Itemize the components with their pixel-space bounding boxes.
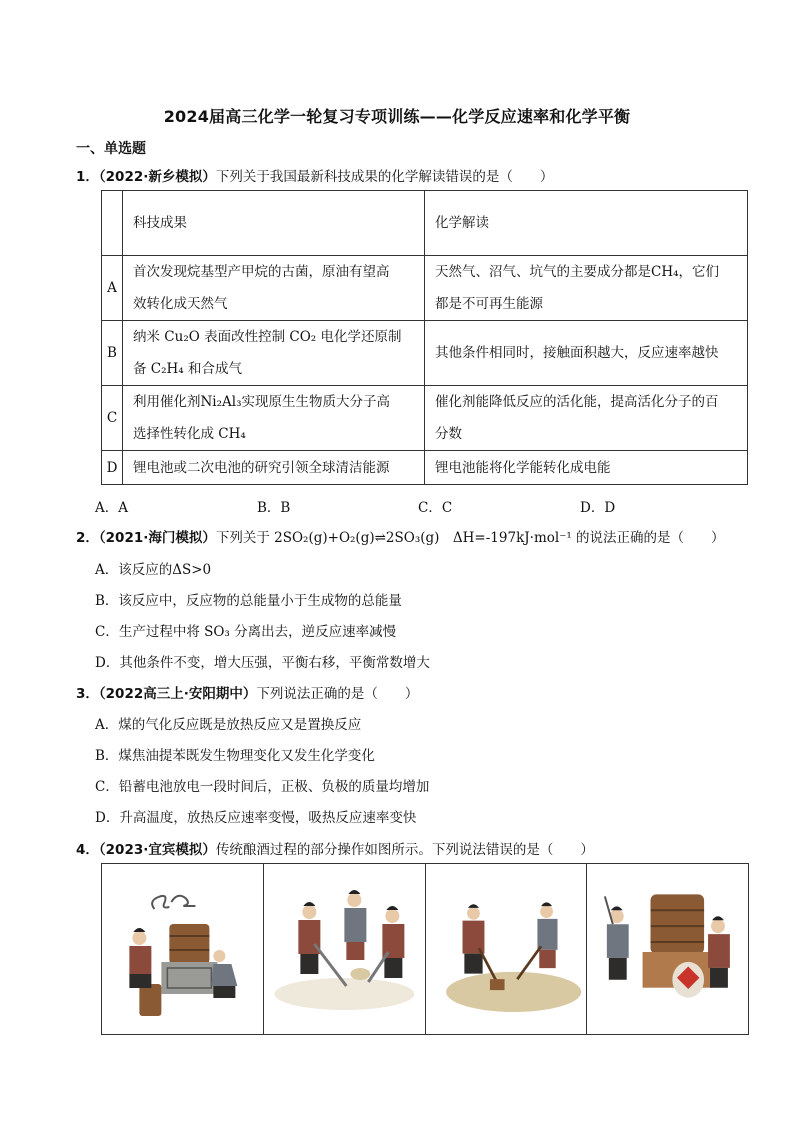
option-d[interactable]: D．其他条件不变，增大压强，平衡右移，平衡常数增大: [95, 655, 430, 671]
option-b[interactable]: B．煤焦油提苯既发生物理变化又发生化学变化: [95, 748, 375, 764]
row-letter: A: [102, 256, 123, 321]
cell-text: 都是不可再生能源: [435, 296, 543, 312]
question-source: （2021·海门模拟）: [98, 530, 216, 546]
table-row: [102, 321, 748, 386]
achievement-cell: [123, 451, 425, 485]
cell-text: 利用催化剂Ni₂Al₃实现原生生物质大分子高: [133, 394, 391, 410]
option-d[interactable]: D．升高温度，放热反应速率变慢，吸热反应速率变快: [95, 810, 417, 826]
achievement-cell: [123, 256, 425, 321]
question-1-stem: [76, 165, 553, 185]
achievement-cell: [123, 321, 425, 386]
table-row: [102, 386, 748, 451]
row-letter: C: [102, 386, 123, 451]
interpretation-cell: [425, 256, 748, 321]
table-cell: [102, 191, 123, 256]
option-d[interactable]: D．D: [580, 500, 616, 516]
interpretation-cell: [425, 321, 748, 386]
achievement-cell: [123, 386, 425, 451]
table-header-interpretation: 化学解读: [425, 191, 748, 256]
question-4-stem: [76, 838, 594, 858]
cell-text: 催化剂能降低反应的活化能，提高活化分子的百: [435, 394, 719, 410]
cell-text: 其他条件相同时，接触面积越大，反应速率越快: [435, 345, 719, 361]
option-c[interactable]: C．C: [418, 500, 453, 516]
option-a[interactable]: A．该反应的ΔS>0: [95, 562, 212, 578]
cell-text: 备 C₂H₄ 和合成气: [133, 361, 243, 377]
cell-text: 锂电池或二次电池的研究引领全球清洁能源: [133, 459, 390, 476]
question-source: （2022高三上·安阳期中）: [98, 686, 257, 702]
mixing-illustration: [426, 864, 588, 1034]
steaming-grain-image: [102, 864, 263, 1034]
steaming-illustration: [102, 864, 264, 1034]
question-2-stem: [76, 526, 725, 546]
option-c[interactable]: C．生产过程中将 SO₃ 分离出去，逆反应速率减慢: [95, 624, 397, 640]
question-3-stem: [76, 682, 418, 702]
cell-text: 纳米 Cu₂O 表面改性控制 CO₂ 电化学还原制: [133, 329, 402, 345]
cell-text: 首次发现烷基型产甲烷的古菌，原油有望高: [133, 264, 390, 280]
cell-text: 效转化成天然气: [133, 296, 228, 312]
distilling-illustration: [587, 864, 748, 1034]
option-b[interactable]: B．B: [257, 500, 291, 516]
document-title: 2024届高三化学一轮复习专项训练——化学反应速率和化学平衡: [163, 107, 631, 126]
question-text: 下列关于 2SO₂(g)+O₂(g)⇌2SO₃(g) ΔH=-197kJ·mol⁻¹ 的说法正确的是（ ）: [215, 530, 725, 546]
question-text: 下列说法正确的是（ ）: [256, 686, 419, 702]
interpretation-cell: [425, 386, 748, 451]
question-number: 3．: [76, 686, 99, 702]
distilling-wine-image: [587, 864, 748, 1034]
spreading-grain-image: [264, 864, 425, 1034]
option-b[interactable]: B．该反应中，反应物的总能量小于生成物的总能量: [95, 593, 402, 609]
table-row: [102, 256, 748, 321]
row-letter: B: [102, 321, 123, 386]
option-a[interactable]: A．煤的气化反应既是放热反应又是置换反应: [95, 717, 362, 733]
mixing-yeast-image: [426, 864, 587, 1034]
table-header-achievement: 科技成果: [123, 191, 425, 256]
question-number: 2．: [76, 530, 99, 546]
question-number: 4．: [76, 842, 99, 858]
question-number: 1．: [76, 169, 99, 185]
option-a[interactable]: A．A: [95, 500, 128, 516]
question-text: 下列关于我国最新科技成果的化学解读错误的是（ ）: [215, 169, 554, 185]
winemaking-figure-strip: [101, 863, 749, 1035]
cell-text: 天然气、沼气、坑气的主要成分都是CH₄，它们: [435, 264, 720, 280]
interpretation-cell: [425, 451, 748, 485]
achievement-table: [101, 190, 748, 485]
table-row: [102, 451, 748, 485]
question-source: （2022·新乡模拟）: [98, 169, 216, 185]
row-letter: D: [102, 451, 123, 485]
cell-text: 选择性转化成 CH₄: [133, 426, 246, 442]
cell-text: 分数: [435, 426, 462, 442]
section-heading: 一、单选题: [76, 141, 146, 157]
cell-text: 锂电池能将化学能转化成电能: [435, 459, 611, 476]
option-c[interactable]: C．铅蓄电池放电一段时间后，正极、负极的质量均增加: [95, 779, 430, 795]
spreading-illustration: [264, 864, 426, 1034]
question-source: （2023·宜宾模拟）: [98, 842, 216, 858]
table-header-row: [102, 191, 748, 256]
question-text: 传统酿酒过程的部分操作如图所示。下列说法错误的是（ ）: [215, 842, 594, 858]
